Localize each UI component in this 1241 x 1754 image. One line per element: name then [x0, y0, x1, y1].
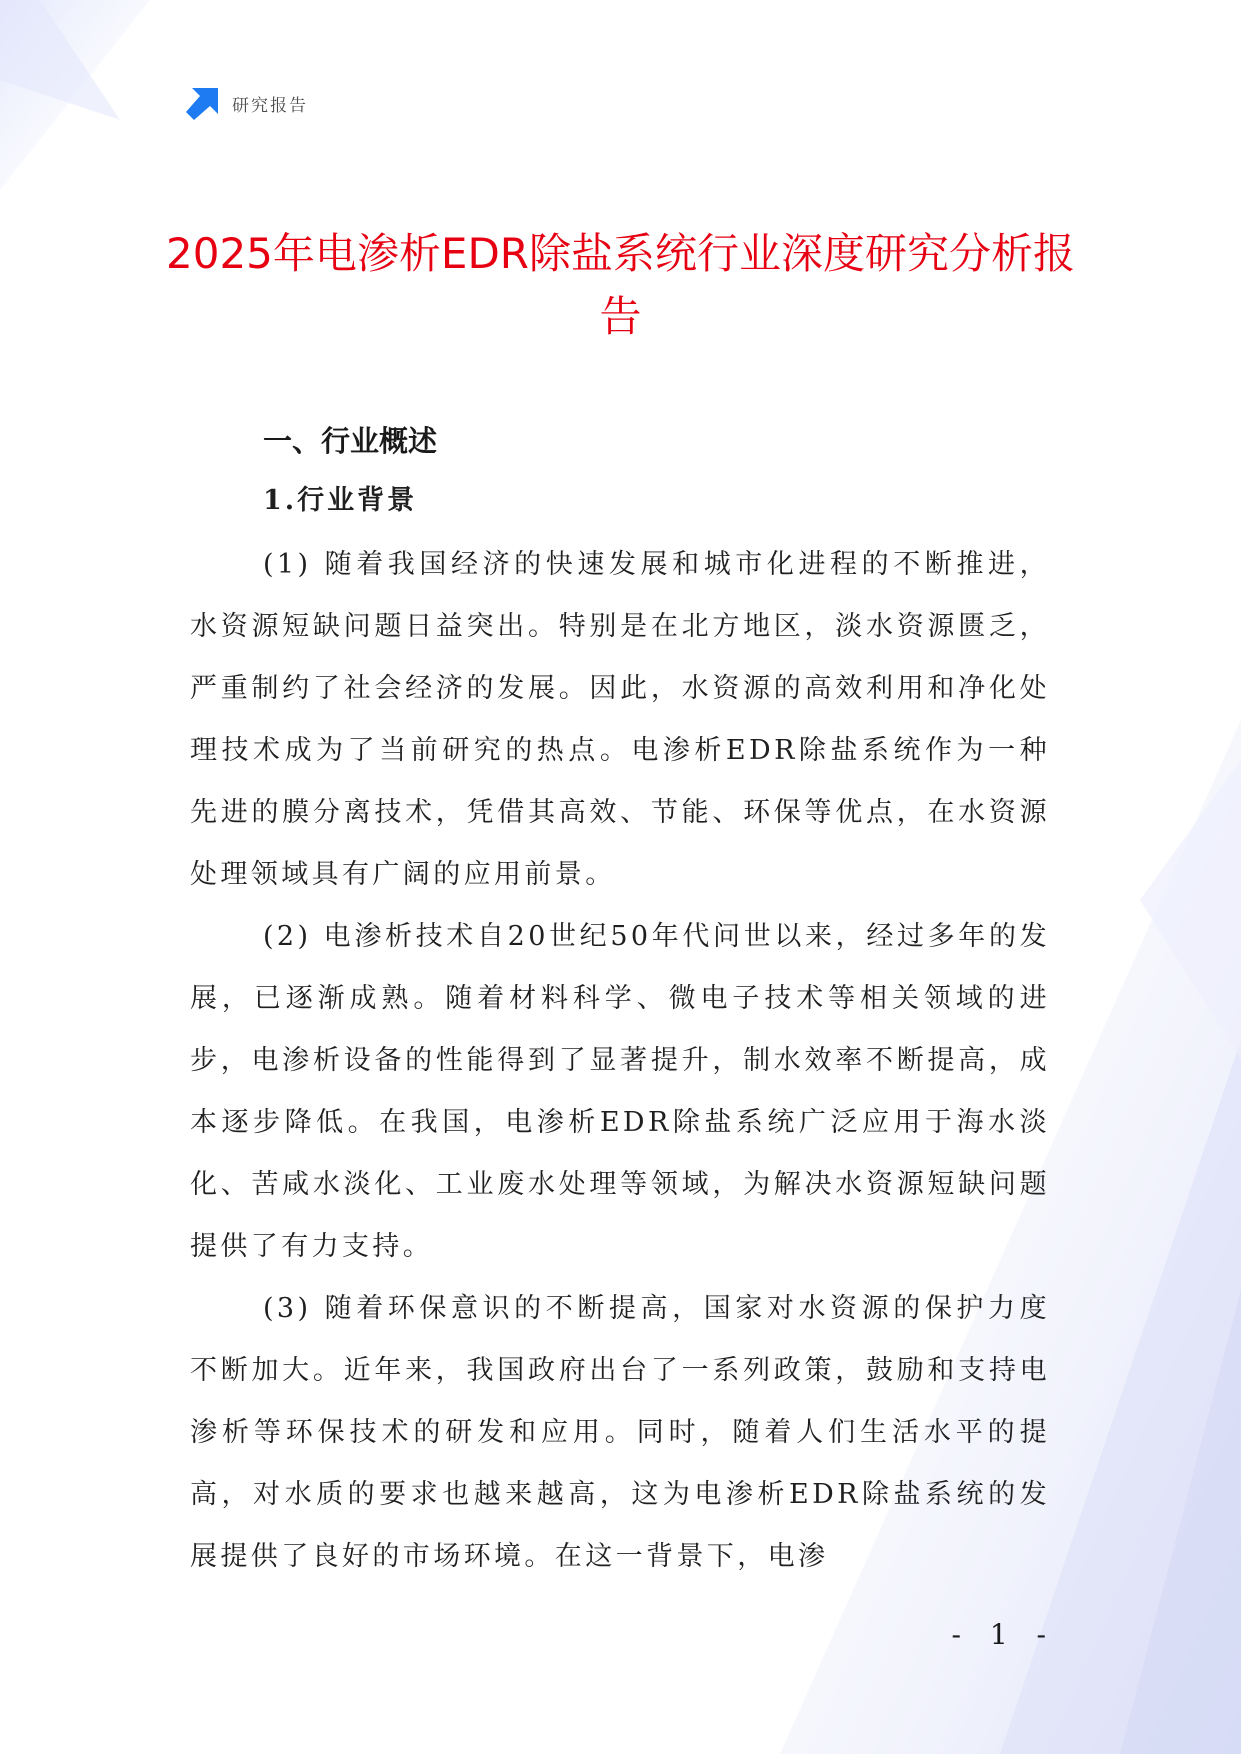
- paragraph: (3) 随着环保意识的不断提高，国家对水资源的保护力度不断加大。近年来，我国政府出台了一系列政策，鼓励和支持电渗析等环保技术的研发和应用。同时，随着人们生活水平的提高，对水质的要求也越来越高，这为电渗析EDR除盐系统的发展提供了良好的市场环境。在这一背景下，电渗: [190, 1293, 1050, 1572]
- header-label: 研究报告: [232, 95, 308, 116]
- report-header: [186, 86, 308, 120]
- document-body: [190, 413, 1050, 1588]
- arrow-up-right-icon: [186, 86, 220, 120]
- page-title: 2025年电渗析EDR除盐系统行业深度研究分析报告: [166, 229, 1075, 341]
- section-heading: 一、行业概述: [263, 424, 438, 458]
- paragraph: (1) 随着我国经济的快速发展和城市化进程的不断推进，水资源短缺问题日益突出。特别是在北方地区，淡水资源匮乏，严重制约了社会经济的发展。因此，水资源的高效利用和净化处理技术成为了当前研究的热点。电渗析EDR除盐系统作为一种先进的膜分离技术，凭借其高效、节能、环保等优点，在水资源处理领域具有广阔的应用前景。: [190, 549, 1050, 890]
- paragraph: (2) 电渗析技术自20世纪50年代问世以来，经过多年的发展，已逐渐成熟。随着材料科学、微电子技术等相关领域的进步，电渗析设备的性能得到了显著提升，制水效率不断提高，成本逐步降低。在我国，电渗析EDR除盐系统广泛应用于海水淡化、苦咸水淡化、工业废水处理等领域，为解决水资源短缺问题提供了有力支持。: [190, 921, 1050, 1262]
- page-number: - 1 -: [951, 1618, 1056, 1651]
- section-subheading: 1.行业背景: [263, 485, 418, 516]
